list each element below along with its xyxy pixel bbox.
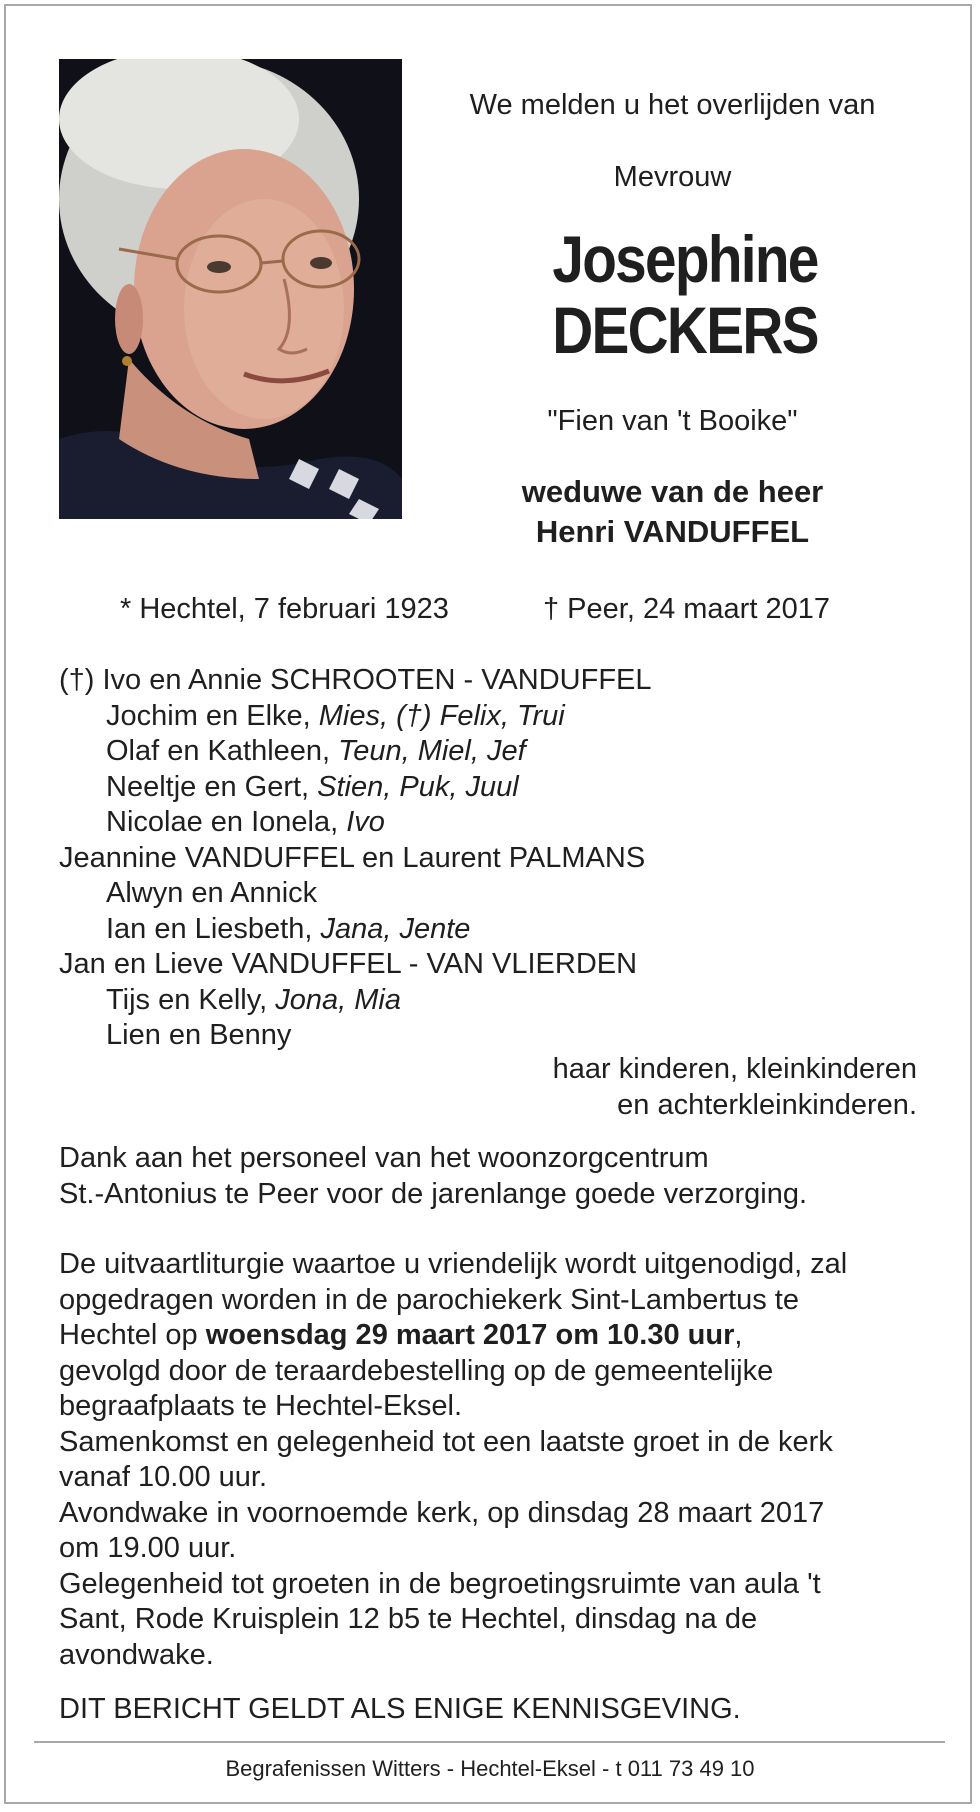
family-row: Ian en Liesbeth, Jana, Jente <box>106 912 471 945</box>
family-row: Jan en Lieve VANDUFFEL - VAN VLIERDEN <box>59 948 638 980</box>
liturgy-line: begraafplaats te Hechtel-Eksel. <box>59 1390 462 1422</box>
liturgy-line: De uitvaartliturgie waartoe u vriendelijk wordt uitgenodigd, zal <box>59 1248 848 1280</box>
last-name: DECKERS <box>552 293 818 367</box>
birth-info: * Hechtel, 7 februari 1923 <box>120 593 449 625</box>
liturgy-line: Gelegenheid tot groeten in de begroetingsruimte van aula 't <box>59 1567 821 1600</box>
funeral-datetime: woensdag 29 maart 2017 om 10.30 uur <box>205 1319 735 1351</box>
family-row: Tijs en Kelly, Jona, Mia <box>106 983 401 1016</box>
family-row: Alwyn en Annick <box>106 877 318 909</box>
family-list <box>59 663 929 1054</box>
portrait-photo <box>59 59 402 519</box>
thanks-line: St.-Antonius te Peer voor de jarenlange goede verzorging. <box>59 1177 808 1210</box>
first-name: Josephine <box>552 222 818 296</box>
liturgy-line: avondwake. <box>59 1638 214 1671</box>
thanks-paragraph <box>59 1141 929 1212</box>
widow-line-2: Henri VANDUFFEL <box>535 514 810 549</box>
family-row: Jochim en Elke, Mies, (†) Felix, Trui <box>106 699 565 732</box>
family-row: Nicolae en Ionela, Ivo <box>106 806 385 838</box>
family-row: Jeannine VANDUFFEL en Laurent PALMANS <box>59 841 646 874</box>
family-row: Neeltje en Gert, Stien, Puk, Juul <box>106 770 519 803</box>
liturgy-line: om 19.00 uur. <box>59 1532 237 1564</box>
family-row: (†) Ivo en Annie SCHROOTEN - VANDUFFEL <box>59 664 652 696</box>
liturgy-line: vanaf 10.00 uur. <box>59 1461 267 1493</box>
portrait-image <box>59 59 402 519</box>
liturgy-line: Hechtel op woensdag 29 maart 2017 om 10.30 uur, <box>59 1319 743 1351</box>
family-row: Olaf en Kathleen, Teun, Miel, Jef <box>106 735 526 767</box>
intro-text: We melden u het overlijden van <box>469 89 876 121</box>
honorific: Mevrouw <box>613 161 732 193</box>
notice-text: DIT BERICHT GELDT ALS ENIGE KENNISGEVING. <box>59 1693 741 1725</box>
footer-divider <box>34 1741 945 1743</box>
liturgy-line: Samenkomst en gelegenheid tot een laatste groet in de kerk <box>59 1425 833 1458</box>
relation-line-1: haar kinderen, kleinkinderen <box>552 1053 917 1085</box>
thanks-line: Dank aan het personeel van het woonzorgcentrum <box>59 1142 709 1174</box>
liturgy-line: Avondwake in voornoemde kerk, op dinsdag 28 maart 2017 <box>59 1496 825 1529</box>
family-row: Lien en Benny <box>106 1019 292 1051</box>
nickname: "Fien van 't Booike" <box>547 405 798 437</box>
widow-line-1: weduwe van de heer <box>521 474 824 509</box>
liturgy-line: Sant, Rode Kruisplein 12 b5 te Hechtel, dinsdag na de <box>59 1603 758 1635</box>
liturgy-line: opgedragen worden in de parochiekerk Sint-Lambertus te <box>59 1283 799 1316</box>
relation-line-2: en achterkleinkinderen. <box>617 1089 917 1121</box>
funeral-home-footer: Begrafenissen Witters - Hechtel-Eksel - t 011 73 49 10 <box>225 1756 755 1781</box>
liturgy-line: gevolgd door de teraardebestelling op de gemeentelijke <box>59 1354 774 1387</box>
liturgy-paragraph <box>59 1247 929 1673</box>
death-info: † Peer, 24 maart 2017 <box>543 593 830 625</box>
